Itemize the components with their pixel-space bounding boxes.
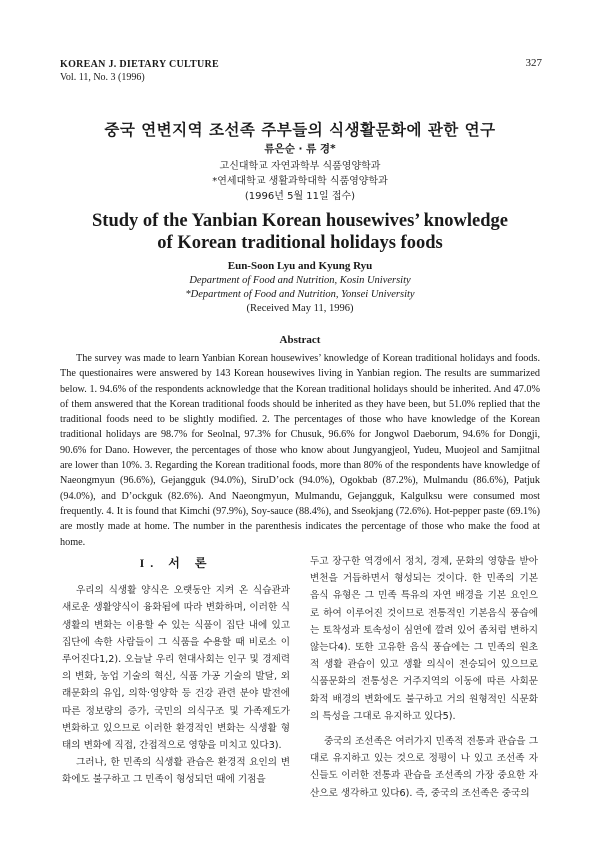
english-received-date: (Received May 11, 1996) bbox=[246, 303, 354, 314]
page-number: 327 bbox=[525, 57, 542, 69]
english-affiliation-1: Department of Food and Nutrition, Kosin University bbox=[189, 275, 411, 286]
intro-paragraph-1: 우리의 식생활 양식은 오랫동안 지켜 온 식습관과 새로운 생활양식이 융화됨에 따라 변화하며, 이러한 식생활의 변화는 이용할 수 있는 식품이 집단 내에 있고 집단에 속한 사람들이 그 식품을 수용할 때 비로소 이루어진다1,2). 오늘날 우리 현대사회는 인구 및 경제력의 변화, 농업 기술의 혁신, 식품 가공 기술의 발달, 외래문화의 유입, 의학·영양학 등 건강 관련 분야 발전에 따른 정보량의 증가, 국민의 의식구조 및 가족제도가 변화하고 있으므로 이러한 환경적인 변화는 식생활 형태의 변화에 직접, 간접적으로 영향을 미치고 있다3). bbox=[62, 585, 290, 752]
journal-name: KOREAN J. DIETARY CULTURE bbox=[60, 59, 220, 70]
english-title-line-1: Study of the Yanbian Korean housewives’ knowledge bbox=[92, 211, 508, 231]
english-affiliation-2: *Department of Food and Nutrition, Yonsei University bbox=[185, 289, 415, 300]
body-column-right bbox=[310, 553, 538, 802]
body-column-left bbox=[62, 549, 290, 789]
english-title bbox=[0, 210, 600, 254]
journal-header bbox=[60, 58, 219, 84]
intro-paragraph-2: 그러나, 한 민족의 식생활 관습은 환경적 요인의 변화에도 불구하고 그 민족이 형성되던 때에 기점을 bbox=[62, 757, 290, 786]
abstract-heading: Abstract bbox=[279, 334, 321, 346]
journal-volume: Vol. 11, No. 3 (1996) bbox=[60, 72, 145, 83]
korean-authors: 류은순 · 류 경* bbox=[264, 143, 336, 155]
korean-affiliation-2: *연세대학교 생활과학대학 식품영양학과 bbox=[212, 176, 388, 187]
intro-paragraph-2-continued: 두고 장구한 역경에서 정치, 경제, 문화의 영향을 받아 변천을 거듭하면서 형성되는 것이다. 한 민족의 기본 음식 유형은 그 민족 특유의 자연 배경을 기본 요인으로 하여 이루어진 것이므로 전통적인 기본음식 풍습에는 토착성과 토속성이 심연에 깔려 있어 좀처럼 변하지 않는다4). 또한 고유한 음식 풍습에는 그 민족의 원초적 생활 관습이 있고 생활 의식이 전승되어 있으므로 식품문화의 전통성은 거주지역의 이동에 따른 사회문화적 배경의 변화에도 불구하고 거의 원형적인 식문화의 특성을 그대로 유지하고 있다5). bbox=[310, 556, 538, 722]
korean-received-date: (1996년 5월 11일 접수) bbox=[244, 191, 356, 202]
english-title-line-2: of Korean traditional holidays foods bbox=[157, 233, 443, 253]
intro-paragraph-3: 중국의 조선족은 여러가지 민족적 전통과 관습을 그대로 유지하고 있는 것으로 정평이 나 있고 조선족 자신들도 이러한 전통과 관습을 조선족의 가장 중요한 자산으로 생각하고 있다6). 즉, 중국의 조선족은 중국의 bbox=[310, 736, 538, 799]
abstract-text: The survey was made to learn Yanbian Korean housewives’ knowledge of Korean traditional holidays and foods. The questionaires were answered by 143 Korean housewives living in Yanbian region. The results are summarized below. 1. 94.6% of the respondents acknowledge that the Korean traditional holidays should be inherited. And 47.0% of them answered that the Korean traditional foods should be inherited as they have been, but 51.0% replied that the traditional foods need to be slightly modified. 2. The percentages of those who have knowledge of the Korean traditional holidays are 98.7% for Seolnal, 97.3% for Chusuk, 96.6% for Jongwol Daeborum, 94.6% for Dongji, 90.6% for Dano. However, the percentages of those who know about Jungyangjeol, Yudeu, Muojeol and Samjitnal are lower than 10%. 3. Regarding the Korean traditional foods, more than 80% of the respondents have knowledge of Naeongmyun (96.6%), Gejangguk (94.0%), SiruD’ock (94.0%), Ogokbab (87.2%), Mulmandu (86.6%), Patjuk (94.0%), and D’ockguk (82.6%). And Naeongmyun, Mulmandu, Gejangguk, Kalgulksu were consumed most frequently. 4. It is found that Kimchi (97.9%), Soy-sauce (88.4%), and Sseokjang (72.6%). Hot-pepper paste (69.1%) are mostly made at home. The number in the parenthesis indicates the percentage of those who make the food at home. bbox=[60, 353, 540, 548]
korean-title: 중국 연변지역 조선족 주부들의 식생활문화에 관한 연구 bbox=[104, 121, 496, 139]
korean-affiliation-1: 고신대학교 자연과학부 식품영양학과 bbox=[219, 161, 381, 172]
section-heading-introduction: I. 서 론 bbox=[139, 556, 213, 570]
english-authors: Eun-Soon Lyu and Kyung Ryu bbox=[227, 260, 373, 272]
